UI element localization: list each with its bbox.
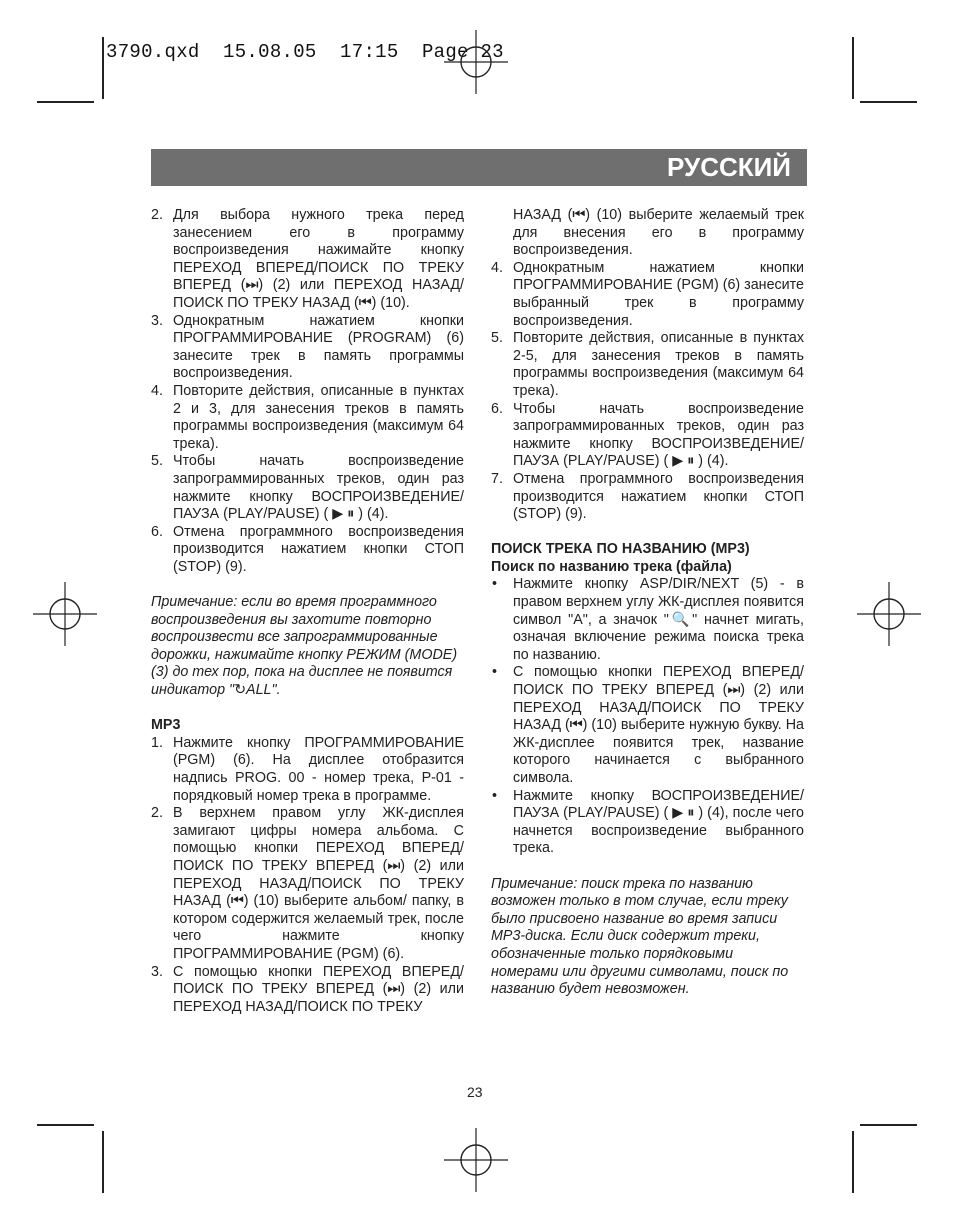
step-number: 3. [151,312,163,329]
bullet-icon: • [492,576,498,593]
banner-title: РУССКИЙ [667,152,791,182]
step-text: Повторите действия, описанные в пунктах 2-5, для занесения треков в память программы воспроизведения (максимум 64 трека). [513,330,804,399]
list-item [151,207,464,313]
crop-mark [102,37,104,99]
step-text: Отмена программного воспроизведения производится нажатием кнопки СТОП (STOP) (9). [513,470,804,523]
list-item [491,471,804,524]
search-heading: ПОИСК ТРЕКА ПО НАЗВАНИЮ (MP3) [491,541,750,558]
page-number: 23 [467,1084,483,1100]
step-number: 2. [151,805,163,822]
bullet-text: Нажмите кнопку ВОСПРОИЗВЕДЕНИЕ/ ПАУЗА (PLAY/PAUSE) ( ▶ ⏸ ) (4), после чего начнется воспроизведение выбранного трека. [513,787,804,857]
step-text: В верхнем правом углу ЖК-дисплея замигают цифры номера альбома. С помощью кнопки ПЕРЕХОД ВПЕРЕД/ ПОИСК ПО ТРЕКУ ВПЕРЕД (⏭) (2) или ПЕРЕХОД НАЗАД/ПОИСК ПО ТРЕКУ НАЗАД (⏮) (10) выберите альбом/ папку, в котором содержится желаемый трек, после чего нажмите кнопку ПРОГРАММИРОВАНИЕ (PGM) (6). [173,805,464,962]
step-text: С помощью кнопки ПЕРЕХОД ВПЕРЕД/ ПОИСК ПО ТРЕКУ ВПЕРЕД (⏭) (2) или ПЕРЕХОД НАЗАД/ПОИСК ПО ТРЕКУ [173,963,464,1015]
bullet-icon: • [492,664,498,681]
list-item [491,576,804,664]
step-text: Повторите действия, описанные в пунктах 2 и 3, для занесения треков в память программы воспроизведения (максимум 64 трека). [173,382,464,452]
language-banner [151,149,807,186]
program-note: Примечание: если во время программного воспроизведения вы захотите повторно воспроизвести все запрограммированные дорожки, нажимайте кнопку РЕЖИМ (MODE) (3) до тех пор, пока на дисплее не появится индикатор "↻ALL". [151,594,458,699]
step-text: Для выбора нужного трека перед занесением его в программу воспроизведения нажимайте кнопку ПЕРЕХОД ВПЕРЕД/ПОИСК ПО ТРЕКУ ВПЕРЕД (⏭) (2) или ПЕРЕХОД НАЗАД/ ПОИСК ПО ТРЕКУ НАЗАД (⏮) (10). [173,207,464,311]
step-number: 5. [491,330,503,347]
mp3-steps [151,735,464,1017]
step-text: Отмена программного воспроизведения производится нажатием кнопки СТОП (STOP) (9). [173,523,464,575]
bullet-text: С помощью кнопки ПЕРЕХОД ВПЕРЕД/ ПОИСК ПО ТРЕКУ ВПЕРЕД (⏭) (2) или ПЕРЕХОД НАЗАД/ПОИСК ПО ТРЕКУ НАЗАД (⏮) (10) выберите нужную букву. На ЖК-дисплее появится трек, название которого начинается с выбранного символа. [513,664,804,786]
search-subheading: Поиск по названию трека (файла) [491,558,732,575]
step-number: 2. [151,207,163,223]
list-item [151,964,464,1017]
left-column [151,207,464,1016]
list-item [151,524,464,577]
step-number: 6. [491,400,503,417]
step-number: 1. [151,734,163,751]
step-number: 7. [491,470,503,487]
search-bullets [491,576,804,858]
registration-mark-icon [444,1128,508,1192]
registration-mark-icon [33,582,97,646]
list-item [491,788,804,858]
list-item [491,260,804,330]
step-number: 3. [151,963,163,980]
list-item [491,664,804,787]
list-item [151,805,464,963]
bullet-icon: • [492,787,498,804]
list-item [491,330,804,400]
step-number: 5. [151,453,163,470]
step-text: Однократным нажатием кнопки ПРОГРАММИРОВАНИЕ (PGM) (6) занесите выбранный трек в программу воспроизведения. [513,259,804,329]
right-column [491,207,804,999]
print-slug: 3790.qxd 15.08.05 17:15 Page 23 [106,41,504,63]
mp3-steps-continued [491,260,804,524]
step-text: Чтобы начать воспроизведение запрограммированных треков, один раз нажмите кнопку ВОСПРОИЗВЕДЕНИЕ/ ПАУЗА (PLAY/PAUSE) ( ▶ ⏸ ) (4). [173,453,464,523]
crop-mark [102,1131,104,1193]
list-item [151,453,464,523]
crop-mark [860,1124,917,1126]
bullet-text: Нажмите кнопку ASP/DIR/NEXT (5) - в правом верхнем углу ЖК-дисплея появится символ "A", а значок "🔍" начнет мигать, означая включение режима поиска трека по названию. [513,576,804,663]
crop-mark [37,1124,94,1126]
crop-mark [37,101,94,103]
list-item [151,735,464,805]
step-continuation: НАЗАД (⏮) (10) выберите желаемый трек для внесения его в программу воспроизведения. [513,207,804,259]
registration-mark-icon [857,582,921,646]
list-item [491,401,804,471]
step-number: 4. [151,382,163,399]
search-note: Примечание: поиск трека по названию возможен только в том случае, если треку было присвоено название во время записи MP3-диска. Если диск содержит треки, обозначенные только порядковыми номерами или другими символами, поиск по названию будет невозможен. [491,875,789,998]
program-steps [151,207,464,576]
crop-mark [860,101,917,103]
crop-mark [852,1131,854,1193]
step-text: Однократным нажатием кнопки ПРОГРАММИРОВАНИЕ (PROGRAM) (6) занесите трек в память программы воспроизведения. [173,312,464,382]
step-text: Чтобы начать воспроизведение запрограммированных треков, один раз нажмите кнопку ВОСПРОИЗВЕДЕНИЕ/ ПАУЗА (PLAY/PAUSE) ( ▶ ⏸ ) (4). [513,400,804,470]
registration-mark-icon [444,30,508,94]
crop-mark [852,37,854,99]
list-item [151,313,464,383]
step-number: 6. [151,523,163,540]
step-text: Нажмите кнопку ПРОГРАММИРОВАНИЕ (PGM) (6). На дисплее отобразится надпись PROG. 00 - номер трека, P-01 - порядковый номер трека в программе. [173,734,464,804]
list-item [151,383,464,453]
step-number: 4. [491,259,503,276]
mp3-heading: MP3 [151,717,181,734]
